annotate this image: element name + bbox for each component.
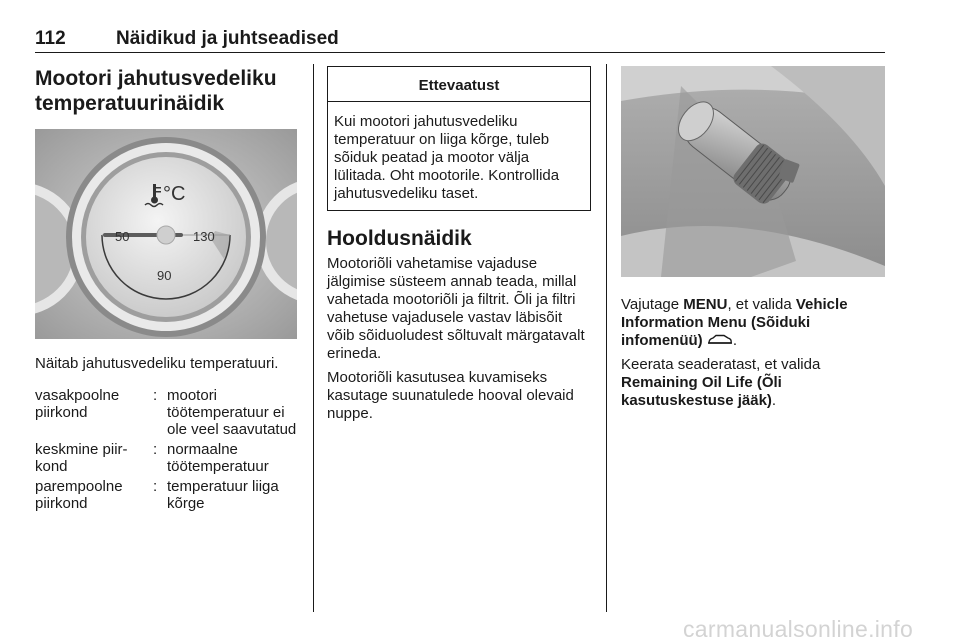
legend-separator: : [153, 387, 158, 404]
instruction-paragraph [621, 296, 885, 350]
vehicle-info-menu-label: Vehicle Information Menu (Sõiduki infomenüü) [621, 296, 848, 349]
gauge-label-low: 50 [115, 229, 130, 244]
text-run: Vajutage [621, 296, 684, 313]
page-number: 112 [35, 28, 66, 49]
legend-term: vasakpoolne piirkond [35, 387, 120, 421]
legend-desc: normaalne töötemperatuur [167, 441, 269, 475]
legend-row [35, 441, 301, 478]
text-run: Keerata seaderatast, et valida [621, 356, 821, 373]
legend-term: keskmine piirkond [35, 441, 128, 475]
instructions-column [621, 66, 885, 410]
coolant-section [35, 66, 301, 515]
gauge-unit: °C [163, 183, 186, 205]
legend-desc: temperatuur liiga kõrge [167, 478, 279, 512]
remaining-oil-life-label: Remaining Oil Life (Õli kasutuskestuse jääk) [621, 374, 782, 409]
caution-box [327, 66, 591, 211]
page-header [35, 22, 885, 53]
gauge-label-high: 130 [193, 229, 215, 244]
section-title-line1: Mootori jahutusvedeliku [35, 67, 277, 90]
section-title [35, 66, 301, 116]
service-paragraph: Mootoriõli vahetamise vajaduse jälgimise süsteem annab teada, millal vahetada mootoriõli ja filtrit. Õli ja filtri vahetuse vajadusele vastav läbisõit võib sõiduoludest sõltuvalt märgatavalt erineda. [327, 255, 585, 362]
legend-row [35, 387, 301, 441]
legend-row [35, 478, 301, 515]
legend-term: parempoolne piirkond [35, 478, 123, 512]
caution-text: Kui mootori jahutusvedeliku temperatuur on liiga kõrge, tuleb sõiduk peatad ja mootor välja lülitada. Oht mootorile. Kontrollida jahutusvedeliku taset. [334, 113, 560, 202]
turn-signal-lever-figure [621, 66, 885, 277]
coolant-gauge-figure [35, 129, 297, 339]
range-legend [35, 387, 301, 515]
column-divider [313, 64, 314, 612]
text-run: . [732, 332, 737, 349]
caution-title: Ettevaatust [328, 67, 590, 102]
service-section [327, 66, 593, 423]
text-run: , et valida [727, 296, 796, 313]
column-divider [606, 64, 607, 612]
gauge-label-mid: 90 [157, 268, 172, 283]
chapter-title: Näidikud ja juhtseadised [116, 28, 339, 49]
menu-button-label: MENU [683, 296, 728, 313]
car-icon [707, 334, 733, 346]
legend-separator: : [153, 441, 158, 458]
watermark: carmanualsonline.info [683, 616, 914, 642]
instruction-paragraph [621, 356, 885, 410]
legend-desc: mootori töötemperatuur ei ole veel saavutatud [167, 387, 297, 438]
text-run: . [771, 392, 777, 409]
service-title: Hooldusnäidik [327, 227, 472, 250]
legend-separator: : [153, 478, 158, 495]
section-title-line2: temperatuurinäidik [35, 92, 225, 115]
gauge-description: Näitab jahutusvedeliku temperatuuri. [35, 355, 279, 372]
service-paragraph: Mootoriõli kasutusea kuvamiseks kasutage suunatulede hooval olevaid nuppe. [327, 369, 574, 422]
